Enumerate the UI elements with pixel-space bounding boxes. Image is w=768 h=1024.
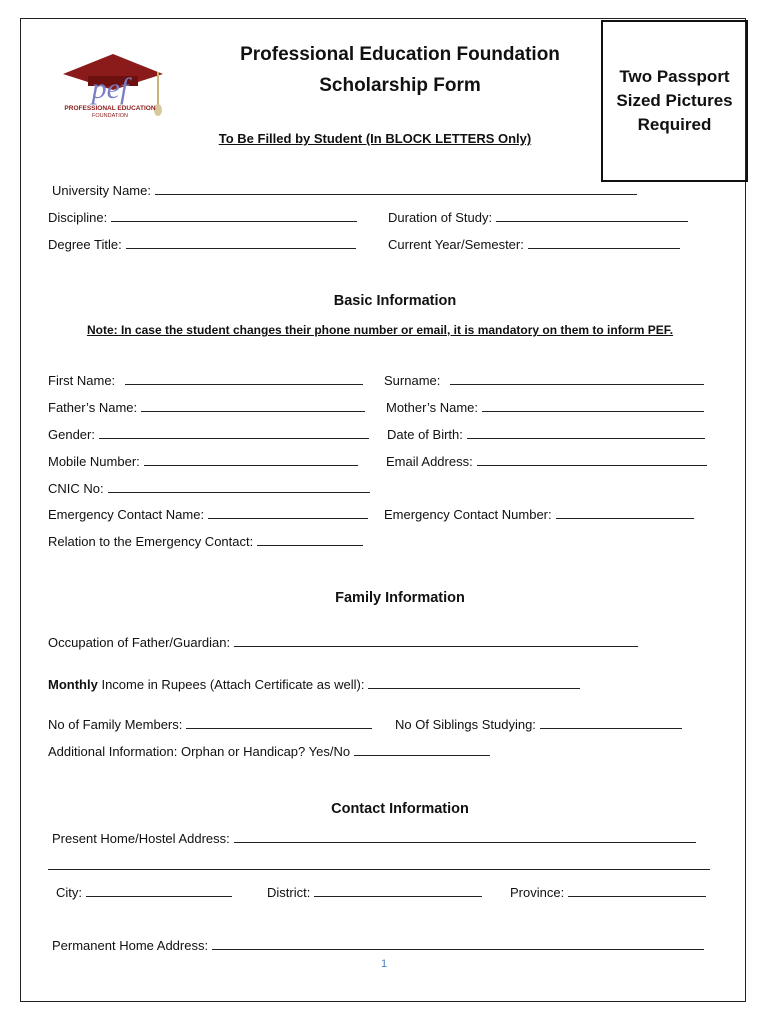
university-name-field[interactable]: University Name:	[52, 183, 637, 198]
father-name-field[interactable]: Father’s Name:	[48, 400, 365, 415]
page-number: 1	[380, 958, 388, 970]
cnic-field[interactable]: CNIC No:	[48, 481, 370, 496]
current-year-field[interactable]: Current Year/Semester:	[388, 237, 680, 252]
form-title-line1: Professional Education Foundation	[240, 44, 560, 65]
family-members-field[interactable]: No of Family Members:	[48, 717, 372, 732]
pef-logo	[58, 50, 168, 120]
mother-name-field[interactable]: Mother’s Name:	[386, 400, 704, 415]
relation-field[interactable]: Relation to the Emergency Contact:	[48, 534, 363, 549]
province-field[interactable]: Province:	[510, 885, 706, 900]
income-field[interactable]: Monthly Income in Rupees (Attach Certificate as well):	[48, 677, 580, 692]
contact-info-heading: Contact Information	[331, 801, 469, 817]
permanent-address-field[interactable]: Permanent Home Address:	[52, 938, 704, 953]
basic-info-heading: Basic Information	[333, 293, 457, 309]
gender-field[interactable]: Gender:	[48, 427, 369, 442]
additional-info-field[interactable]: Additional Information: Orphan or Handicap? Yes/No	[48, 744, 490, 759]
degree-title-field[interactable]: Degree Title:	[48, 237, 356, 252]
photo-box-line1: Two Passport	[619, 67, 730, 86]
discipline-field[interactable]: Discipline:	[48, 210, 357, 225]
family-info-heading: Family Information	[335, 590, 465, 606]
surname-field[interactable]: Surname:	[384, 373, 704, 388]
form-title-line2: Scholarship Form	[319, 75, 481, 96]
district-field[interactable]: District:	[267, 885, 482, 900]
email-field[interactable]: Email Address:	[386, 454, 707, 469]
fill-instruction: To Be Filled by Student (In BLOCK LETTERS Only)	[218, 131, 532, 146]
photo-box-line2: Sized Pictures	[616, 91, 733, 110]
first-name-field[interactable]: First Name:	[48, 373, 363, 388]
emergency-number-field[interactable]: Emergency Contact Number:	[384, 507, 694, 522]
occupation-field[interactable]: Occupation of Father/Guardian:	[48, 635, 638, 650]
photo-box-line3: Required	[637, 115, 712, 134]
logo-mark: pef	[91, 72, 129, 105]
photo-box	[601, 20, 748, 182]
siblings-field[interactable]: No Of Siblings Studying:	[395, 717, 682, 732]
mobile-field[interactable]: Mobile Number:	[48, 454, 358, 469]
duration-field[interactable]: Duration of Study:	[388, 210, 688, 225]
present-address-line2[interactable]	[48, 858, 710, 873]
logo-line2: FOUNDATION	[92, 113, 128, 119]
present-address-field[interactable]: Present Home/Hostel Address:	[52, 831, 696, 846]
emergency-name-field[interactable]: Emergency Contact Name:	[48, 507, 368, 522]
city-field[interactable]: City:	[56, 885, 232, 900]
logo-line1: PROFESSIONAL EDUCATION	[64, 105, 156, 112]
contact-change-note: Note: In case the student changes their phone number or email, it is mandatory on them to inform PEF.	[86, 323, 674, 337]
dob-field[interactable]: Date of Birth:	[387, 427, 705, 442]
